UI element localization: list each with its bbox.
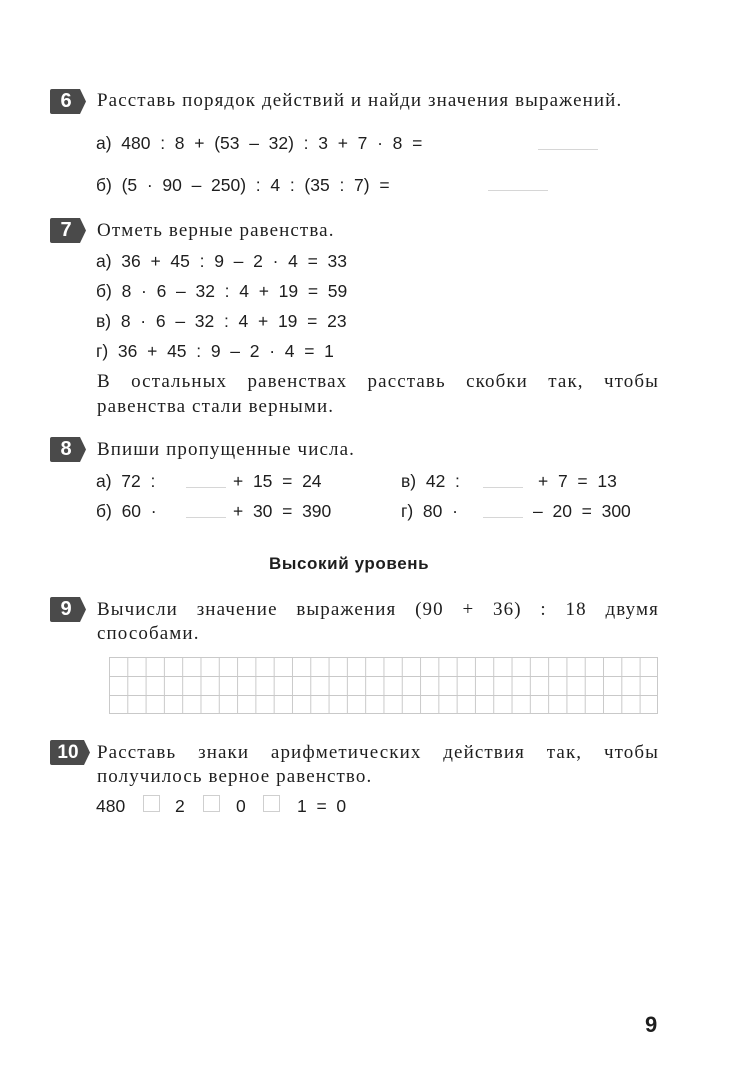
task-8-b-right: + 30 = 390 bbox=[233, 501, 332, 521]
task-10-number-2: 2 bbox=[175, 796, 185, 816]
task-9-line-2: способами. bbox=[97, 623, 200, 644]
task-8-instruction: Впиши пропущенные числа. bbox=[97, 439, 355, 460]
equality-item[interactable]: г) 36 + 45 : 9 – 2 · 4 = 1 bbox=[96, 341, 334, 361]
task-6-expression-b: б) (5 · 90 – 250) : 4 : (35 : 7) = bbox=[96, 175, 390, 195]
equality-item[interactable]: б) 8 · 6 – 32 : 4 + 19 = 59 bbox=[96, 281, 348, 301]
task-10-number-1: 480 bbox=[96, 796, 126, 816]
task-10-line-1: Расставь знаки арифметических действия так, чтобы bbox=[97, 742, 659, 763]
task-7-note-line-2: равенства стали верными. bbox=[97, 396, 335, 417]
task-number: 10 bbox=[57, 742, 79, 763]
task-6-badge bbox=[50, 89, 88, 114]
task-8-a-right: + 15 = 24 bbox=[233, 471, 322, 491]
task-9-badge bbox=[50, 597, 88, 622]
task-7-badge bbox=[50, 218, 88, 243]
task-6-expression-a: а) 480 : 8 + (53 – 32) : 3 + 7 · 8 = bbox=[96, 133, 423, 153]
answer-blank-6a[interactable] bbox=[538, 149, 598, 150]
operator-box-2[interactable] bbox=[203, 795, 220, 812]
task-7-note-line-1: В остальных равенствах расставь скобки так, чтобы bbox=[97, 371, 659, 392]
task-10-badge bbox=[50, 740, 88, 765]
task-10-number-4: 1 = 0 bbox=[297, 796, 347, 816]
task-number: 8 bbox=[60, 438, 72, 460]
task-number: 7 bbox=[60, 219, 72, 241]
answer-blank-8v[interactable] bbox=[483, 487, 523, 488]
task-8-v-right: + 7 = 13 bbox=[538, 471, 617, 491]
task-7-instruction: Отметь верные равенства. bbox=[97, 220, 335, 241]
task-8-g-right: – 20 = 300 bbox=[533, 501, 631, 521]
answer-grid[interactable] bbox=[109, 657, 658, 714]
task-number: 9 bbox=[60, 598, 72, 620]
task-8-a-left: а) 72 : bbox=[96, 471, 156, 491]
equality-item[interactable]: в) 8 · 6 – 32 : 4 + 19 = 23 bbox=[96, 311, 347, 331]
task-8-v-left: в) 42 : bbox=[401, 471, 460, 491]
task-10-line-2: получилось верное равенство. bbox=[97, 766, 373, 787]
task-9-line-1: Вычисли значение выражения (90 + 36) : 18 двумя bbox=[97, 599, 659, 620]
task-8-g-left: г) 80 · bbox=[401, 501, 458, 521]
task-8-b-left: б) 60 · bbox=[96, 501, 157, 521]
answer-blank-8b[interactable] bbox=[186, 517, 226, 518]
answer-blank-6b[interactable] bbox=[488, 190, 548, 191]
answer-blank-8g[interactable] bbox=[483, 517, 523, 518]
operator-box-1[interactable] bbox=[143, 795, 160, 812]
answer-blank-8a[interactable] bbox=[186, 487, 226, 488]
section-heading: Высокий уровень bbox=[269, 554, 430, 573]
task-number: 6 bbox=[60, 90, 72, 112]
page-number: 9 bbox=[645, 1012, 658, 1037]
task-10-number-3: 0 bbox=[236, 796, 246, 816]
operator-box-3[interactable] bbox=[263, 795, 280, 812]
equality-item[interactable]: а) 36 + 45 : 9 – 2 · 4 = 33 bbox=[96, 251, 347, 271]
task-6-instruction: Расставь порядок действий и найди значения выражений. bbox=[97, 90, 623, 111]
task-8-badge bbox=[50, 437, 88, 462]
